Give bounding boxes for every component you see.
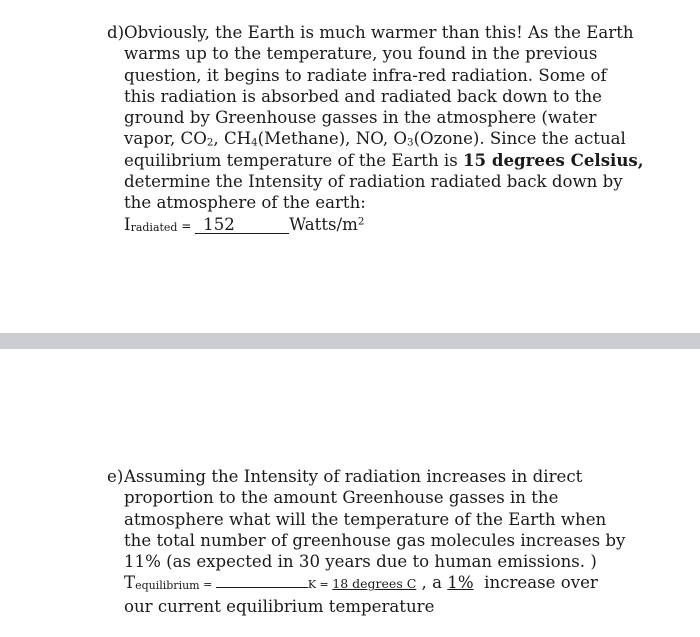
line6-part1: vapor, CO	[124, 129, 207, 149]
question-e-marker: e)	[107, 467, 124, 486]
question-e-body	[124, 466, 626, 617]
question-d-line-4: this radiation is absorbed and radiated back down to the	[124, 86, 602, 106]
line6-part4: (Ozone). Since the actual	[413, 129, 626, 149]
question-e	[107, 466, 626, 617]
kelvin-label: K =	[307, 578, 333, 592]
temperature-emphasis: 15 degrees Celsius,	[463, 149, 644, 170]
question-e-answer-line	[124, 572, 607, 595]
intensity-units: Watts/m	[289, 214, 358, 234]
line7-part1: equilibrium temperature of the Earth is	[124, 150, 464, 170]
comma-a: , a	[416, 573, 448, 593]
line6-part3: (Methane), NO, O	[257, 129, 408, 149]
percent-increase: 1%	[447, 573, 474, 593]
temperature-answer-field[interactable]	[216, 587, 308, 588]
question-d-marker: d)	[107, 23, 125, 42]
question-d-line-2: warms up to the temperature, you found in the previous	[124, 44, 598, 64]
temperature-equals: =	[199, 578, 216, 592]
question-d-line-7	[124, 149, 644, 171]
question-d-line-3: question, it begins to radiate infra-red radiation. Some of	[124, 65, 607, 85]
question-d-line-1: Obviously, the Earth is much warmer than this! As the Earth	[124, 23, 634, 42]
question-d	[107, 22, 644, 237]
question-e-line-3: atmosphere what will the temperature of the Earth when	[124, 509, 607, 529]
intensity-answer-field[interactable]: 152	[195, 217, 289, 234]
increase-over-text: increase over	[473, 573, 598, 593]
question-d-answer-line	[124, 214, 607, 237]
question-d-line-9: the atmosphere of the earth:	[124, 193, 366, 213]
line6-part2: , CH	[213, 129, 252, 149]
temperature-symbol: T	[124, 573, 136, 593]
question-e-line-1: Assuming the Intensity of radiation increases in direct	[124, 467, 583, 486]
intensity-symbol: I	[124, 214, 131, 234]
question-d-body	[124, 22, 644, 237]
question-e-line-2: proportion to the amount Greenhouse gasses in the	[124, 488, 559, 508]
question-d-line-5: ground by Greenhouse gasses in the atmosphere (water	[124, 108, 597, 128]
co2-subscript: 2	[206, 137, 214, 150]
question-d-line-8: determine the Intensity of radiation radiated back down by	[124, 172, 623, 192]
question-d-line-6	[124, 128, 626, 150]
temperature-subscript: equilibrium	[135, 579, 200, 593]
units-superscript: 2	[357, 215, 365, 228]
intensity-equals: =	[177, 218, 196, 233]
page-separator	[0, 333, 700, 349]
o3-subscript: 3	[407, 137, 414, 150]
question-e-line-5: 11% (as expected in 30 years due to human emissions. )	[124, 552, 597, 572]
temperature-filled-answer: 18 degrees C	[332, 576, 417, 592]
question-e-last-line: our current equilibrium temperature	[124, 596, 435, 616]
intensity-subscript: radiated	[130, 220, 178, 234]
ch4-subscript: 4	[251, 137, 258, 150]
question-e-line-4: the total number of greenhouse gas molecules increases by	[124, 530, 626, 550]
